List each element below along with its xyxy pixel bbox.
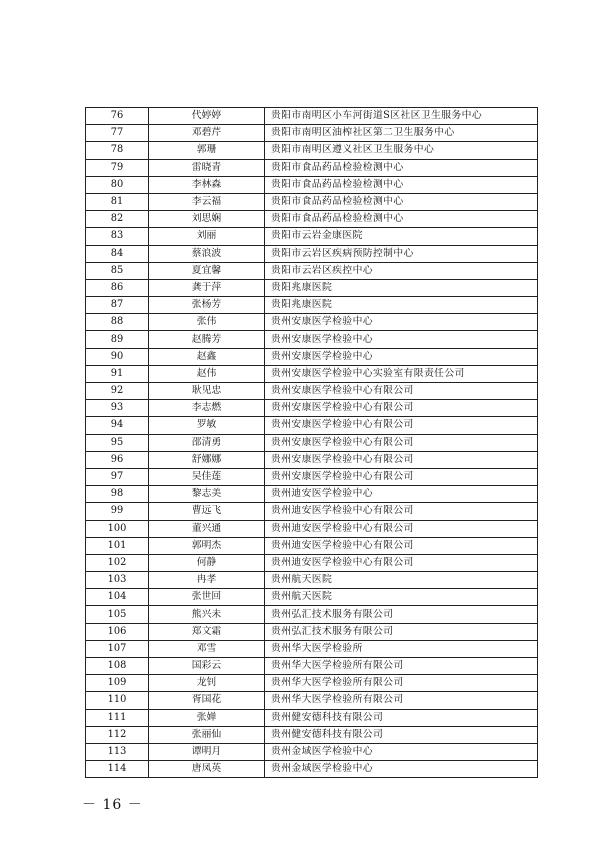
work-unit-cell: 贵阳市云岩区疾病预防控制中心 xyxy=(265,245,538,262)
row-number-cell: 82 xyxy=(86,211,149,228)
page-number: － 16 － xyxy=(82,797,143,813)
work-unit-cell: 贵州安康医学检验中心 xyxy=(265,348,538,365)
person-name-cell: 郭明杰 xyxy=(149,537,265,554)
row-number-cell: 95 xyxy=(86,434,149,451)
person-name-cell: 耿见忠 xyxy=(149,383,265,400)
person-name-cell: 雷晓青 xyxy=(149,159,265,176)
table-row xyxy=(86,159,538,176)
person-name-cell: 张世回 xyxy=(149,589,265,606)
work-unit-cell: 贵州迪安医学检验中心有限公司 xyxy=(265,503,538,520)
work-unit-cell: 贵州弘汇技术服务有限公司 xyxy=(265,606,538,623)
table-row xyxy=(86,108,538,125)
table-row xyxy=(86,348,538,365)
table-row xyxy=(86,537,538,554)
row-number-cell: 93 xyxy=(86,400,149,417)
work-unit-cell: 贵州华大医学检验所 xyxy=(265,640,538,657)
row-number-cell: 109 xyxy=(86,675,149,692)
table-row xyxy=(86,400,538,417)
table-row xyxy=(86,503,538,520)
table-row xyxy=(86,623,538,640)
person-name-cell: 刘丽 xyxy=(149,228,265,245)
table-row xyxy=(86,692,538,709)
row-number-cell: 110 xyxy=(86,692,149,709)
work-unit-cell: 贵阳市食品药品检验检测中心 xyxy=(265,159,538,176)
table-row xyxy=(86,125,538,142)
row-number-cell: 101 xyxy=(86,537,149,554)
person-name-cell: 赵腾芳 xyxy=(149,331,265,348)
table-row xyxy=(86,434,538,451)
row-number-cell: 85 xyxy=(86,262,149,279)
table-row xyxy=(86,262,538,279)
table-row xyxy=(86,709,538,726)
work-unit-cell: 贵州迪安医学检验中心有限公司 xyxy=(265,520,538,537)
work-unit-cell: 贵州迪安医学检验中心 xyxy=(265,486,538,503)
row-number-cell: 114 xyxy=(86,761,149,778)
row-number-cell: 79 xyxy=(86,159,149,176)
person-name-cell: 刘思娴 xyxy=(149,211,265,228)
work-unit-cell: 贵州安康医学检验中心实验室有限责任公司 xyxy=(265,365,538,382)
table-row xyxy=(86,193,538,210)
person-name-cell: 李志燃 xyxy=(149,400,265,417)
row-number-cell: 105 xyxy=(86,606,149,623)
person-name-cell: 张杨芳 xyxy=(149,297,265,314)
row-number-cell: 77 xyxy=(86,125,149,142)
table-row xyxy=(86,468,538,485)
work-unit-cell: 贵州航天医院 xyxy=(265,589,538,606)
work-unit-cell: 贵州安康医学检验中心有限公司 xyxy=(265,417,538,434)
table-row xyxy=(86,726,538,743)
table-row xyxy=(86,365,538,382)
table-row xyxy=(86,675,538,692)
person-name-cell: 龚于萍 xyxy=(149,279,265,296)
row-number-cell: 83 xyxy=(86,228,149,245)
person-name-cell: 李林森 xyxy=(149,176,265,193)
person-name-cell: 邓碧芹 xyxy=(149,125,265,142)
table-row xyxy=(86,743,538,760)
table-row xyxy=(86,658,538,675)
person-name-cell: 郭珊 xyxy=(149,142,265,159)
table-row xyxy=(86,279,538,296)
work-unit-cell: 贵州健安德科技有限公司 xyxy=(265,726,538,743)
work-unit-cell: 贵州迪安医学检验中心有限公司 xyxy=(265,537,538,554)
personnel-table-body xyxy=(86,108,538,778)
work-unit-cell: 贵州华大医学检验所有限公司 xyxy=(265,675,538,692)
work-unit-cell: 贵州迪安医学检验中心有限公司 xyxy=(265,554,538,571)
row-number-cell: 103 xyxy=(86,572,149,589)
person-name-cell: 赵鑫 xyxy=(149,348,265,365)
person-name-cell: 何静 xyxy=(149,554,265,571)
work-unit-cell: 贵州华大医学检验所有限公司 xyxy=(265,692,538,709)
table-row xyxy=(86,228,538,245)
person-name-cell: 邓雪 xyxy=(149,640,265,657)
person-name-cell: 董兴通 xyxy=(149,520,265,537)
work-unit-cell: 贵州安康医学检验中心 xyxy=(265,314,538,331)
table-row xyxy=(86,520,538,537)
table-row xyxy=(86,589,538,606)
table-row xyxy=(86,297,538,314)
row-number-cell: 112 xyxy=(86,726,149,743)
person-name-cell: 唐凤英 xyxy=(149,761,265,778)
row-number-cell: 102 xyxy=(86,554,149,571)
table-row xyxy=(86,417,538,434)
person-name-cell: 舒娜娜 xyxy=(149,451,265,468)
row-number-cell: 96 xyxy=(86,451,149,468)
person-name-cell: 吴佳莲 xyxy=(149,468,265,485)
person-name-cell: 蔡浪波 xyxy=(149,245,265,262)
work-unit-cell: 贵州健安德科技有限公司 xyxy=(265,709,538,726)
work-unit-cell: 贵州弘汇技术服务有限公司 xyxy=(265,623,538,640)
row-number-cell: 106 xyxy=(86,623,149,640)
row-number-cell: 113 xyxy=(86,743,149,760)
work-unit-cell: 贵阳市南明区小车河街道S区社区卫生服务中心 xyxy=(265,108,538,125)
work-unit-cell: 贵州安康医学检验中心 xyxy=(265,331,538,348)
table-row xyxy=(86,640,538,657)
work-unit-cell: 贵阳市南明区油榨社区第二卫生服务中心 xyxy=(265,125,538,142)
row-number-cell: 91 xyxy=(86,365,149,382)
row-number-cell: 92 xyxy=(86,383,149,400)
person-name-cell: 熊兴未 xyxy=(149,606,265,623)
work-unit-cell: 贵阳市南明区遵义社区卫生服务中心 xyxy=(265,142,538,159)
work-unit-cell: 贵州安康医学检验中心有限公司 xyxy=(265,434,538,451)
row-number-cell: 86 xyxy=(86,279,149,296)
row-number-cell: 100 xyxy=(86,520,149,537)
table-row xyxy=(86,331,538,348)
work-unit-cell: 贵阳市云岩区疾控中心 xyxy=(265,262,538,279)
person-name-cell: 冉孝 xyxy=(149,572,265,589)
row-number-cell: 87 xyxy=(86,297,149,314)
row-number-cell: 97 xyxy=(86,468,149,485)
work-unit-cell: 贵州安康医学检验中心有限公司 xyxy=(265,451,538,468)
person-name-cell: 谭明月 xyxy=(149,743,265,760)
person-name-cell: 赵伟 xyxy=(149,365,265,382)
work-unit-cell: 贵州金域医学检验中心 xyxy=(265,743,538,760)
work-unit-cell: 贵阳兆康医院 xyxy=(265,297,538,314)
table-row xyxy=(86,451,538,468)
person-name-cell: 黎志美 xyxy=(149,486,265,503)
row-number-cell: 80 xyxy=(86,176,149,193)
work-unit-cell: 贵阳市食品药品检验检测中心 xyxy=(265,176,538,193)
row-number-cell: 84 xyxy=(86,245,149,262)
work-unit-cell: 贵阳市食品药品检验检测中心 xyxy=(265,211,538,228)
person-name-cell: 国彩云 xyxy=(149,658,265,675)
work-unit-cell: 贵阳兆康医院 xyxy=(265,279,538,296)
table-row xyxy=(86,606,538,623)
row-number-cell: 107 xyxy=(86,640,149,657)
table-row xyxy=(86,554,538,571)
person-name-cell: 夏宜馨 xyxy=(149,262,265,279)
row-number-cell: 89 xyxy=(86,331,149,348)
row-number-cell: 76 xyxy=(86,108,149,125)
person-name-cell: 胥国花 xyxy=(149,692,265,709)
person-name-cell: 张婵 xyxy=(149,709,265,726)
work-unit-cell: 贵州安康医学检验中心有限公司 xyxy=(265,383,538,400)
row-number-cell: 88 xyxy=(86,314,149,331)
table-row xyxy=(86,383,538,400)
row-number-cell: 111 xyxy=(86,709,149,726)
table-row xyxy=(86,142,538,159)
work-unit-cell: 贵州华大医学检验所有限公司 xyxy=(265,658,538,675)
person-name-cell: 张丽仙 xyxy=(149,726,265,743)
table-row xyxy=(86,761,538,778)
table-row xyxy=(86,314,538,331)
person-name-cell: 龙钊 xyxy=(149,675,265,692)
person-name-cell: 邵清勇 xyxy=(149,434,265,451)
row-number-cell: 94 xyxy=(86,417,149,434)
row-number-cell: 99 xyxy=(86,503,149,520)
work-unit-cell: 贵阳市云岩金康医院 xyxy=(265,228,538,245)
row-number-cell: 104 xyxy=(86,589,149,606)
person-name-cell: 郑文霜 xyxy=(149,623,265,640)
row-number-cell: 90 xyxy=(86,348,149,365)
row-number-cell: 78 xyxy=(86,142,149,159)
table-row xyxy=(86,572,538,589)
person-name-cell: 代婷婷 xyxy=(149,108,265,125)
work-unit-cell: 贵州安康医学检验中心有限公司 xyxy=(265,468,538,485)
work-unit-cell: 贵州金域医学检验中心 xyxy=(265,761,538,778)
person-name-cell: 曹远飞 xyxy=(149,503,265,520)
row-number-cell: 81 xyxy=(86,193,149,210)
personnel-table xyxy=(85,107,538,778)
person-name-cell: 李云福 xyxy=(149,193,265,210)
table-row xyxy=(86,176,538,193)
person-name-cell: 张伟 xyxy=(149,314,265,331)
row-number-cell: 108 xyxy=(86,658,149,675)
work-unit-cell: 贵州安康医学检验中心有限公司 xyxy=(265,400,538,417)
person-name-cell: 罗敏 xyxy=(149,417,265,434)
work-unit-cell: 贵阳市食品药品检验检测中心 xyxy=(265,193,538,210)
table-row xyxy=(86,211,538,228)
work-unit-cell: 贵州航天医院 xyxy=(265,572,538,589)
row-number-cell: 98 xyxy=(86,486,149,503)
table-row xyxy=(86,486,538,503)
table-row xyxy=(86,245,538,262)
